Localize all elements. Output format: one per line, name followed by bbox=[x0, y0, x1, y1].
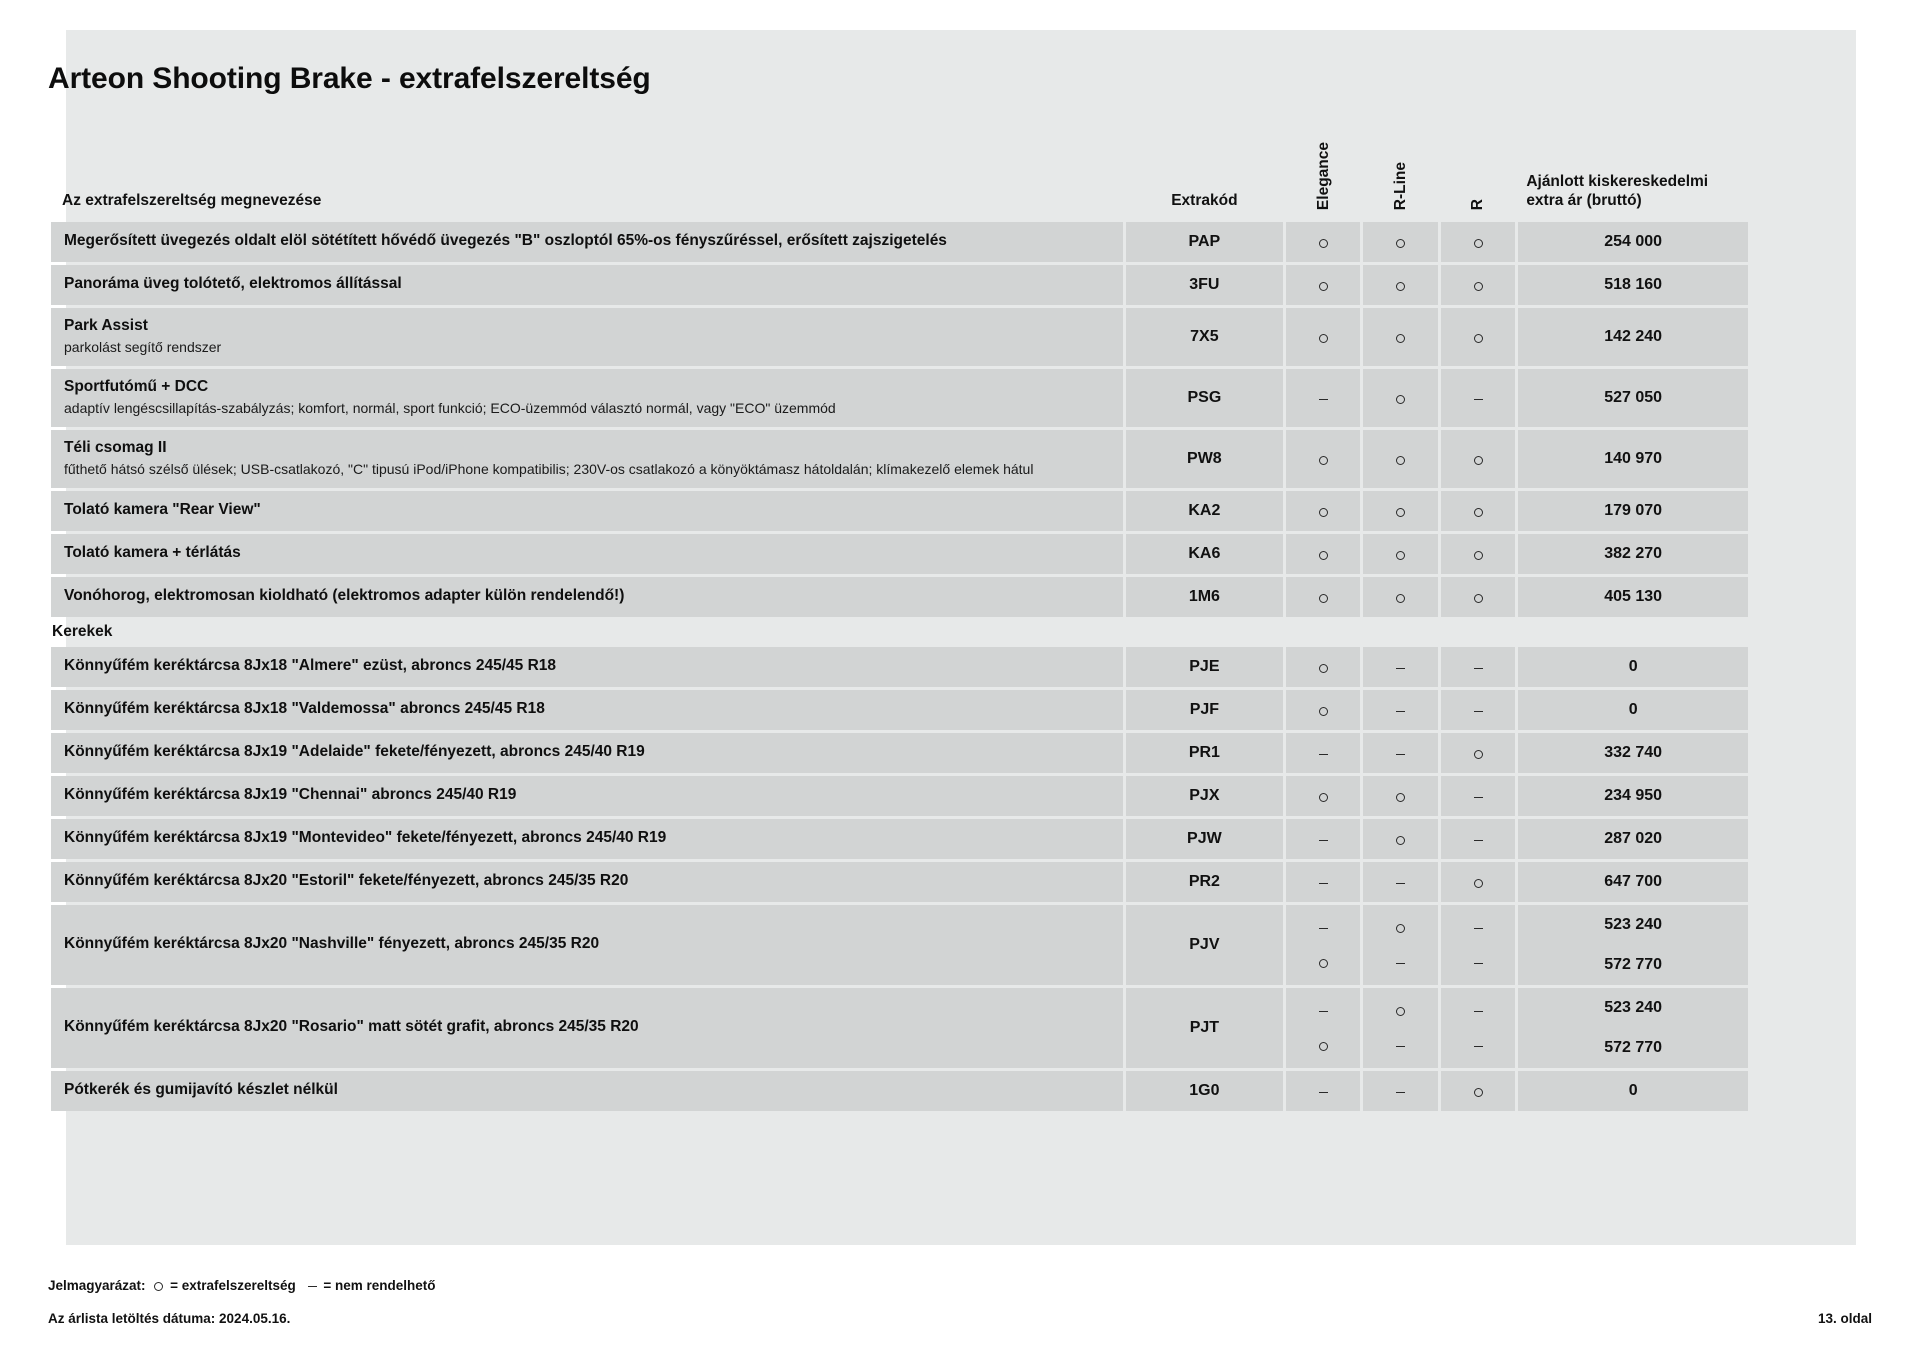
legend-prefix: Jelmagyarázat: bbox=[48, 1278, 146, 1293]
option-code-cell bbox=[1126, 369, 1283, 427]
circle-icon bbox=[1319, 334, 1328, 343]
column-header-rline bbox=[1363, 128, 1437, 219]
price-cell bbox=[1518, 534, 1748, 574]
availability-cell bbox=[1441, 369, 1515, 427]
availability-cell bbox=[1441, 491, 1515, 531]
column-header-elegance-label: Elegance bbox=[1314, 141, 1332, 210]
circle-icon bbox=[1396, 793, 1405, 802]
option-code-cell bbox=[1126, 776, 1283, 816]
circle-icon bbox=[1396, 334, 1405, 343]
dash-icon bbox=[1396, 711, 1405, 712]
option-title: Könnyűfém keréktárcsa 8Jx18 "Almere" ezüst, abroncs 245/45 R18 bbox=[64, 657, 557, 675]
dash-icon bbox=[1396, 1046, 1405, 1047]
option-name-cell bbox=[51, 1071, 1123, 1111]
column-header-price-line1: Ajánlott kiskereskedelmi bbox=[1526, 172, 1709, 190]
circle-icon bbox=[1396, 456, 1405, 465]
dash-icon bbox=[1396, 883, 1405, 884]
price-cell bbox=[1518, 905, 1748, 985]
availability-cell bbox=[1286, 430, 1360, 488]
option-title: Könnyűfém keréktárcsa 8Jx18 "Valdemossa" abroncs 245/45 R18 bbox=[64, 700, 545, 718]
price-value: 234 950 bbox=[1604, 787, 1663, 805]
availability-cell bbox=[1441, 776, 1515, 816]
dash-icon bbox=[1474, 711, 1483, 712]
circle-icon bbox=[1319, 707, 1328, 716]
availability-cell bbox=[1363, 733, 1437, 773]
table-row bbox=[51, 862, 1748, 902]
column-header-code: Extrakód bbox=[1171, 192, 1238, 209]
table-row bbox=[51, 776, 1748, 816]
dash-icon bbox=[1396, 668, 1405, 669]
table-row bbox=[51, 534, 1748, 574]
option-title: Téli csomag II bbox=[64, 439, 167, 457]
availability-cell bbox=[1441, 690, 1515, 730]
availability-cell bbox=[1363, 988, 1437, 1068]
price-cell bbox=[1518, 577, 1748, 617]
price-value: 523 240 bbox=[1604, 999, 1663, 1017]
dash-icon bbox=[1474, 668, 1483, 669]
option-code-cell bbox=[1126, 430, 1283, 488]
table-row bbox=[51, 733, 1748, 773]
price-value: 405 130 bbox=[1604, 588, 1663, 606]
price-cell bbox=[1518, 690, 1748, 730]
option-code: PR2 bbox=[1188, 873, 1220, 891]
circle-icon bbox=[1474, 456, 1483, 465]
option-code-cell bbox=[1126, 988, 1283, 1068]
availability-cell bbox=[1363, 1071, 1437, 1111]
dash-icon bbox=[1474, 840, 1483, 841]
availability-cell bbox=[1286, 265, 1360, 305]
table-body bbox=[51, 222, 1748, 1111]
table-row bbox=[51, 647, 1748, 687]
option-code-cell bbox=[1126, 690, 1283, 730]
option-title: Pótkerék és gumijavító készlet nélkül bbox=[64, 1081, 338, 1099]
availability-cell bbox=[1441, 988, 1515, 1068]
table-row bbox=[51, 690, 1748, 730]
dash-icon bbox=[1474, 1011, 1483, 1012]
circle-icon bbox=[1319, 664, 1328, 673]
availability-cell bbox=[1286, 690, 1360, 730]
availability-cell bbox=[1363, 776, 1437, 816]
price-value: 523 240 bbox=[1604, 916, 1663, 934]
option-name-cell bbox=[51, 369, 1123, 427]
legend bbox=[48, 1278, 435, 1293]
availability-cell bbox=[1441, 862, 1515, 902]
dash-icon bbox=[1319, 928, 1328, 929]
dash-icon bbox=[1319, 754, 1328, 755]
option-name-cell bbox=[51, 222, 1123, 262]
availability-cell bbox=[1363, 819, 1437, 859]
section-spacer bbox=[1441, 620, 1515, 644]
availability-cell bbox=[1363, 577, 1437, 617]
availability-cell bbox=[1363, 430, 1437, 488]
column-header-r bbox=[1441, 128, 1515, 219]
availability-cell bbox=[1286, 308, 1360, 366]
option-code: PJX bbox=[1189, 787, 1220, 805]
price-value: 382 270 bbox=[1604, 545, 1663, 563]
availability-cell bbox=[1286, 222, 1360, 262]
dash-icon bbox=[1474, 399, 1483, 400]
option-title: Panoráma üveg tolótető, elektromos állítással bbox=[64, 275, 402, 293]
circle-icon bbox=[1396, 1007, 1405, 1016]
dash-icon bbox=[1319, 883, 1328, 884]
circle-icon bbox=[1396, 239, 1405, 248]
availability-cell bbox=[1286, 369, 1360, 427]
circle-icon bbox=[1319, 551, 1328, 560]
option-title: Tolató kamera + térlátás bbox=[64, 544, 241, 562]
option-code: PR1 bbox=[1188, 744, 1220, 762]
column-header-elegance bbox=[1286, 128, 1360, 219]
option-code-cell bbox=[1126, 647, 1283, 687]
price-cell bbox=[1518, 819, 1748, 859]
price-cell bbox=[1518, 733, 1748, 773]
availability-cell bbox=[1286, 862, 1360, 902]
circle-icon bbox=[1396, 924, 1405, 933]
option-code-cell bbox=[1126, 534, 1283, 574]
dash-icon bbox=[1396, 1092, 1405, 1093]
table-row bbox=[51, 1071, 1748, 1111]
dash-icon bbox=[1474, 928, 1483, 929]
availability-cell bbox=[1441, 308, 1515, 366]
availability-cell bbox=[1441, 430, 1515, 488]
availability-cell bbox=[1441, 647, 1515, 687]
price-value: 518 160 bbox=[1604, 276, 1663, 293]
option-title: Könnyűfém keréktárcsa 8Jx19 "Montevideo" fekete/fényezett, abroncs 245/40 R19 bbox=[64, 829, 667, 847]
price-value: 647 700 bbox=[1604, 873, 1663, 891]
option-code: PW8 bbox=[1187, 450, 1222, 468]
circle-icon bbox=[1474, 334, 1483, 343]
option-title: Könnyűfém keréktárcsa 8Jx20 "Estoril" fekete/fényezett, abroncs 245/35 R20 bbox=[64, 872, 629, 890]
price-cell bbox=[1518, 988, 1748, 1068]
section-spacer bbox=[1363, 620, 1437, 644]
circle-icon bbox=[1319, 594, 1328, 603]
column-header-name: Az extrafelszereltség megnevezése bbox=[62, 192, 322, 209]
availability-cell bbox=[1441, 733, 1515, 773]
availability-cell bbox=[1363, 491, 1437, 531]
price-value: 572 770 bbox=[1604, 956, 1663, 974]
availability-cell bbox=[1363, 265, 1437, 305]
option-code: KA2 bbox=[1188, 502, 1221, 520]
availability-cell bbox=[1286, 647, 1360, 687]
option-description: fűthető hátsó szélső ülések; USB-csatlakozó, "C" tipusú iPod/iPhone kompatibilis; 230V-os csatlakozó a könyöktámasz hátoldalán; klímakezelő elemek hátul bbox=[64, 461, 1034, 478]
circle-icon bbox=[1319, 282, 1328, 291]
column-header-price-line2: extra ár (bruttó) bbox=[1526, 191, 1642, 209]
price-value: 0 bbox=[1628, 1082, 1638, 1100]
option-code-cell bbox=[1126, 577, 1283, 617]
availability-cell bbox=[1286, 905, 1360, 985]
dash-icon bbox=[1396, 754, 1405, 755]
option-title: Sportfutómű + DCC bbox=[64, 378, 209, 396]
section-spacer bbox=[1518, 620, 1748, 644]
column-header-price bbox=[1518, 128, 1748, 219]
price-cell bbox=[1518, 776, 1748, 816]
circle-icon bbox=[1474, 594, 1483, 603]
price-cell bbox=[1518, 862, 1748, 902]
section-spacer bbox=[1126, 620, 1283, 644]
circle-icon bbox=[1396, 282, 1405, 291]
option-name-cell bbox=[51, 534, 1123, 574]
availability-cell bbox=[1286, 491, 1360, 531]
circle-icon bbox=[1474, 879, 1483, 888]
circle-icon bbox=[1396, 508, 1405, 517]
option-name-cell bbox=[51, 988, 1123, 1068]
price-value: 527 050 bbox=[1604, 389, 1663, 407]
circle-icon bbox=[1474, 551, 1483, 560]
availability-cell bbox=[1286, 776, 1360, 816]
circle-icon bbox=[1474, 750, 1483, 759]
circle-icon bbox=[1474, 239, 1483, 248]
price-value: 572 770 bbox=[1604, 1039, 1663, 1057]
availability-cell bbox=[1286, 988, 1360, 1068]
option-name-cell bbox=[51, 491, 1123, 531]
option-title: Megerősített üvegezés oldalt elöl sötétített hővédő üvegezés "B" oszloptól 65%-os fényszűréssel, erősített zajszigetelés bbox=[64, 232, 947, 250]
availability-cell bbox=[1441, 905, 1515, 985]
option-code-cell bbox=[1126, 819, 1283, 859]
dash-icon bbox=[1396, 963, 1405, 964]
circle-icon bbox=[154, 1282, 163, 1291]
option-name-cell bbox=[51, 647, 1123, 687]
dash-icon bbox=[1319, 399, 1328, 400]
availability-cell bbox=[1441, 819, 1515, 859]
option-code: PJT bbox=[1189, 1019, 1220, 1037]
page-title: Arteon Shooting Brake - extrafelszereltség bbox=[48, 62, 651, 95]
availability-cell bbox=[1286, 1071, 1360, 1111]
option-code: PJF bbox=[1189, 701, 1220, 719]
availability-cell bbox=[1441, 577, 1515, 617]
dash-icon bbox=[1474, 963, 1483, 964]
price-cell bbox=[1518, 491, 1748, 531]
price-value: 179 070 bbox=[1604, 502, 1663, 520]
option-description: parkolást segítő rendszer bbox=[64, 338, 222, 355]
circle-icon bbox=[1319, 239, 1328, 248]
option-code-cell bbox=[1126, 491, 1283, 531]
dash-icon bbox=[1319, 840, 1328, 841]
option-name-cell bbox=[51, 577, 1123, 617]
option-name-cell bbox=[51, 690, 1123, 730]
availability-cell bbox=[1441, 222, 1515, 262]
circle-icon bbox=[1474, 508, 1483, 517]
price-cell bbox=[1518, 1071, 1748, 1111]
table-row bbox=[51, 369, 1748, 427]
price-value: 254 000 bbox=[1604, 233, 1663, 250]
option-code-cell bbox=[1126, 1071, 1283, 1111]
option-title: Könnyűfém keréktárcsa 8Jx19 "Chennai" abroncs 245/40 R19 bbox=[64, 786, 517, 804]
availability-cell bbox=[1363, 690, 1437, 730]
table-row bbox=[51, 819, 1748, 859]
availability-cell bbox=[1363, 905, 1437, 985]
option-name-cell bbox=[51, 905, 1123, 985]
page-number: 13. oldal bbox=[1817, 1311, 1872, 1326]
option-name-cell bbox=[51, 733, 1123, 773]
circle-icon bbox=[1474, 282, 1483, 291]
dash-icon bbox=[1319, 1011, 1328, 1012]
table-row bbox=[51, 430, 1748, 488]
price-cell bbox=[1518, 308, 1748, 366]
availability-cell bbox=[1363, 222, 1437, 262]
option-title: Könnyűfém keréktárcsa 8Jx20 "Rosario" matt sötét grafit, abroncs 245/35 R20 bbox=[64, 1018, 639, 1036]
availability-cell bbox=[1441, 1071, 1515, 1111]
option-code-cell bbox=[1126, 222, 1283, 262]
option-code-cell bbox=[1126, 905, 1283, 985]
option-code: 3FU bbox=[1189, 276, 1220, 293]
option-name-cell bbox=[51, 862, 1123, 902]
table-row bbox=[51, 265, 1748, 305]
price-cell bbox=[1518, 222, 1748, 262]
dash-icon bbox=[308, 1286, 317, 1287]
option-title: Könnyűfém keréktárcsa 8Jx19 "Adelaide" fekete/fényezett, abroncs 245/40 R19 bbox=[64, 743, 645, 761]
section-spacer bbox=[1286, 620, 1360, 644]
column-header-r-label: R bbox=[1469, 198, 1487, 210]
availability-cell bbox=[1363, 308, 1437, 366]
extras-table bbox=[48, 125, 1751, 1114]
availability-cell bbox=[1441, 265, 1515, 305]
table-row bbox=[51, 905, 1748, 985]
price-value: 140 970 bbox=[1604, 450, 1663, 468]
price-cell bbox=[1518, 265, 1748, 305]
price-cell bbox=[1518, 430, 1748, 488]
availability-cell bbox=[1363, 369, 1437, 427]
circle-icon bbox=[1319, 456, 1328, 465]
availability-cell bbox=[1286, 534, 1360, 574]
dash-icon bbox=[1474, 797, 1483, 798]
table-header bbox=[51, 128, 1748, 219]
table-row bbox=[51, 222, 1748, 262]
circle-icon bbox=[1396, 395, 1405, 404]
price-value: 142 240 bbox=[1604, 328, 1663, 346]
option-code-cell bbox=[1126, 862, 1283, 902]
option-code: PAP bbox=[1188, 233, 1221, 250]
table-row bbox=[51, 988, 1748, 1068]
option-name-cell bbox=[51, 265, 1123, 305]
availability-cell bbox=[1363, 862, 1437, 902]
dash-icon bbox=[1474, 1046, 1483, 1047]
circle-icon bbox=[1319, 508, 1328, 517]
availability-cell bbox=[1286, 733, 1360, 773]
circle-icon bbox=[1396, 836, 1405, 845]
option-code-cell bbox=[1126, 308, 1283, 366]
option-name-cell bbox=[51, 776, 1123, 816]
circle-icon bbox=[1396, 551, 1405, 560]
option-code: PJV bbox=[1189, 936, 1220, 954]
legend-circle-text: = extrafelszereltség bbox=[170, 1278, 296, 1293]
option-code: PJE bbox=[1189, 658, 1220, 676]
option-title: Tolató kamera "Rear View" bbox=[64, 501, 261, 519]
table-row bbox=[51, 491, 1748, 531]
table-row bbox=[51, 308, 1748, 366]
availability-cell bbox=[1286, 819, 1360, 859]
column-header-rline-label: R-Line bbox=[1391, 161, 1409, 210]
section-heading-row bbox=[51, 620, 1748, 644]
option-name-cell bbox=[51, 430, 1123, 488]
option-code: 7X5 bbox=[1190, 328, 1219, 346]
legend-dash-text: = nem rendelhető bbox=[323, 1278, 436, 1293]
option-code-cell bbox=[1126, 265, 1283, 305]
availability-cell bbox=[1286, 577, 1360, 617]
price-cell bbox=[1518, 369, 1748, 427]
dash-icon bbox=[1319, 1092, 1328, 1093]
circle-icon bbox=[1319, 1042, 1328, 1051]
circle-icon bbox=[1319, 959, 1328, 968]
option-description: adaptív lengéscsillapítás-szabályzás; komfort, normál, sport funkció; ECO-üzemmód választó normál, vagy "ECO" üzemmód bbox=[64, 400, 836, 416]
option-code-cell bbox=[1126, 733, 1283, 773]
price-value: 0 bbox=[1628, 701, 1638, 719]
option-name-cell bbox=[51, 308, 1123, 366]
table-row bbox=[51, 577, 1748, 617]
circle-icon bbox=[1396, 594, 1405, 603]
price-value: 0 bbox=[1628, 658, 1638, 676]
option-code: KA6 bbox=[1188, 545, 1221, 563]
availability-cell bbox=[1363, 534, 1437, 574]
download-date: Az árlista letöltés dátuma: 2024.05.16. bbox=[48, 1311, 291, 1326]
option-code: PJW bbox=[1187, 830, 1222, 848]
option-code: PSG bbox=[1187, 389, 1222, 407]
price-cell bbox=[1518, 647, 1748, 687]
availability-cell bbox=[1441, 534, 1515, 574]
circle-icon bbox=[1474, 1088, 1483, 1097]
price-value: 287 020 bbox=[1604, 830, 1663, 848]
availability-cell bbox=[1363, 647, 1437, 687]
price-value: 332 740 bbox=[1604, 744, 1663, 762]
option-code: 1G0 bbox=[1189, 1082, 1220, 1100]
option-title: Park Assist bbox=[64, 317, 148, 334]
option-title: Vonóhorog, elektromosan kioldható (elektromos adapter külön rendelendő!) bbox=[64, 587, 625, 605]
option-code: 1M6 bbox=[1188, 588, 1220, 606]
option-title: Könnyűfém keréktárcsa 8Jx20 "Nashville" fényezett, abroncs 245/35 R20 bbox=[64, 935, 600, 953]
option-name-cell bbox=[51, 819, 1123, 859]
section-label: Kerekek bbox=[52, 623, 113, 641]
circle-icon bbox=[1319, 793, 1328, 802]
